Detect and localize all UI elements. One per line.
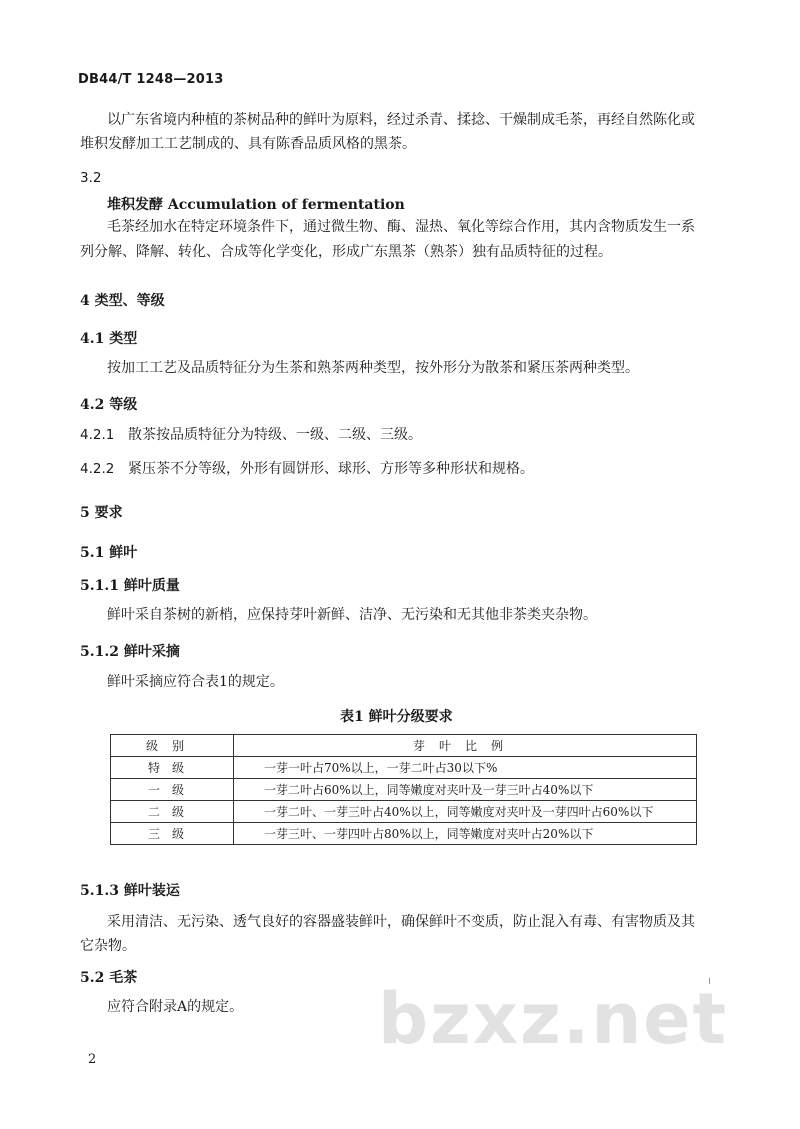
table-cell-ratio: 一芽二叶占60%以上，同等嫩度对夹叶及一芽三叶占40%以下 — [234, 779, 697, 801]
paragraph-3-1-line2: 堆积发酵加工工艺制成的、具有陈香品质风格的黑茶。 — [80, 136, 416, 152]
table-row — [111, 801, 697, 823]
paragraph-3-1-line1: 以广东省境内种植的茶树品种的鲜叶为原料，经过杀青、揉捻、干燥制成毛茶，再经自然陈化或 — [107, 112, 695, 128]
table-cell-grade: 一级 — [111, 779, 234, 801]
watermark-logo: bzxz.net — [378, 978, 729, 1060]
table-cell-grade: 二级 — [111, 801, 234, 823]
section-heading-5-1-3: 5.1.3 鲜叶装运 — [80, 883, 180, 899]
clause-number-4-2-2: 4.2.2 — [80, 461, 115, 477]
section-heading-5-1: 5.1 鲜叶 — [80, 545, 138, 561]
paragraph-5-1-2: 鲜叶采摘应符合表1的规定。 — [107, 674, 284, 690]
table-cell-grade: 特级 — [111, 757, 234, 779]
table-cell-ratio: 一芽三叶、一芽四叶占80%以上，同等嫩度对夹叶占20%以下 — [234, 823, 697, 845]
section-heading-4-1: 4.1 类型 — [80, 331, 138, 347]
paragraph-3-2-line2: 列分解、降解、转化、合成等化学变化，形成广东黑茶（熟茶）独有品质特征的过程。 — [80, 244, 612, 260]
paragraph-4-2-1: 散茶按品质特征分为特级、一级、二级、三级。 — [128, 427, 422, 443]
paragraph-5-1-3-line1: 采用清洁、无污染、透气良好的容器盛装鲜叶，确保鲜叶不变质，防止混入有毒、有害物质及其 — [107, 914, 695, 930]
section-heading-5-1-1: 5.1.1 鲜叶质量 — [80, 578, 180, 594]
paragraph-5-1-3-line2: 它杂物。 — [80, 938, 136, 954]
table-header-bud-leaf-ratio: 芽叶比例 — [234, 735, 697, 757]
section-heading-5-2: 5.2 毛茶 — [80, 970, 138, 986]
paragraph-5-1-1: 鲜叶采自茶树的新梢，应保持芽叶新鲜、洁净、无污染和无其他非茶类夹杂物。 — [107, 607, 597, 623]
table-cell-grade: 三级 — [111, 823, 234, 845]
section-heading-5: 5 要求 — [80, 505, 123, 521]
table-header-row — [111, 735, 697, 757]
table-row — [111, 757, 697, 779]
document-code-header: DB44/T 1248—2013 — [78, 72, 224, 87]
section-heading-4-2: 4.2 等级 — [80, 397, 138, 413]
table-row — [111, 779, 697, 801]
term-accumulation-of-fermentation: 堆积发酵 Accumulation of fermentation — [107, 197, 405, 213]
paragraph-3-2-line1: 毛茶经加水在特定环境条件下，通过微生物、酶、湿热、氧化等综合作用，其内含物质发生一系 — [107, 219, 695, 235]
page-number: 2 — [88, 1052, 97, 1067]
paragraph-4-1: 按加工工艺及品质特征分为生茶和熟茶两种类型，按外形分为散茶和紧压茶两种类型。 — [107, 360, 639, 376]
clause-number-3-2: 3.2 — [80, 170, 102, 186]
section-heading-5-1-2: 5.1.2 鲜叶采摘 — [80, 644, 180, 660]
fresh-leaf-grading-table — [110, 734, 697, 845]
table-cell-ratio: 一芽一叶占70%以上，一芽二叶占30以下% — [234, 757, 697, 779]
paragraph-4-2-2: 紧压茶不分等级，外形有圆饼形、球形、方形等多种形状和规格。 — [128, 461, 534, 477]
table-header-grade: 级别 — [111, 735, 234, 757]
table-1-title: 表1 鲜叶分级要求 — [340, 709, 453, 725]
section-heading-4: 4 类型、等级 — [80, 293, 165, 309]
clause-number-4-2-1: 4.2.1 — [80, 427, 115, 443]
table-row — [111, 823, 697, 845]
table-cell-ratio: 一芽二叶、一芽三叶占40%以上，同等嫩度对夹叶及一芽四叶占60%以下 — [234, 801, 697, 823]
paragraph-5-2: 应符合附录A的规定。 — [107, 999, 244, 1015]
